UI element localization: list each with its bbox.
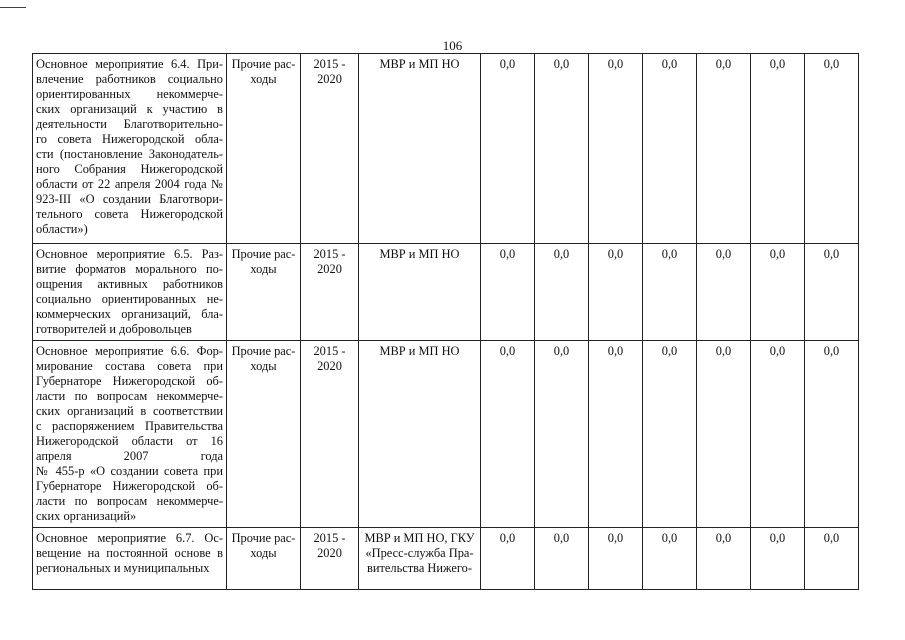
- text-line: 2015 -: [313, 247, 346, 261]
- text-line: Основное мероприятие 6.4. При-: [36, 57, 223, 71]
- text-line: тельного совета Нижегородской: [36, 207, 223, 221]
- text-line: 2020: [317, 262, 342, 276]
- text-line: деятельности Благотворительно-: [36, 117, 223, 131]
- years-cell: [301, 244, 359, 341]
- text-line: ориентированных некоммерче-: [36, 87, 223, 101]
- text-line: области от 22 апреля 2004 года №: [36, 177, 223, 191]
- table-row: [33, 341, 859, 528]
- text-line: витие форматов морального по-: [36, 262, 223, 276]
- text-line: ласти по вопросам некоммерче-: [36, 494, 223, 508]
- amount-cell: 0,0: [481, 341, 535, 528]
- text-line: ласти по вопросам некоммерче-: [36, 389, 223, 403]
- text-line: ских организаций в соответствии: [36, 404, 223, 418]
- amount-cell: 0,0: [805, 341, 859, 528]
- amount-cell: 0,0: [481, 54, 535, 244]
- text-line: МВР и МП НО: [379, 344, 460, 358]
- text-line: Основное мероприятие 6.6. Фор-: [36, 344, 223, 358]
- text-line: МВР и МП НО, ГКУ: [364, 531, 475, 545]
- amount-cell: 0,0: [751, 528, 805, 590]
- text-line: 2020: [317, 546, 342, 560]
- text-line: мирование состава совета при: [36, 359, 223, 373]
- amount-cell: 0,0: [535, 341, 589, 528]
- text-line: 2015 -: [313, 57, 346, 71]
- text-line: ходы: [250, 262, 277, 276]
- expense-type-cell: [227, 244, 301, 341]
- text-line: Основное мероприятие 6.7. Ос-: [36, 531, 223, 545]
- executor-cell: [359, 244, 481, 341]
- text-line: «Пресс-служба Пра-: [365, 546, 474, 560]
- activity-description-cell: [33, 244, 227, 341]
- table-body: [33, 54, 859, 590]
- executor-cell: [359, 528, 481, 590]
- amount-cell: 0,0: [697, 244, 751, 341]
- amount-cell: 0,0: [589, 244, 643, 341]
- text-line: апреля 2007 года: [36, 449, 223, 463]
- table-row: [33, 528, 859, 590]
- text-line: № 455-р «О создании совета при: [36, 464, 223, 478]
- text-line: ходы: [250, 359, 277, 373]
- text-line: Губернаторе Нижегородской об-: [36, 479, 223, 493]
- text-line: с распоряжением Правительства: [36, 419, 223, 433]
- text-line: вещение на постоянной основе в: [36, 546, 223, 560]
- text-line: Прочие рас-: [231, 57, 296, 71]
- text-line: 2020: [317, 359, 342, 373]
- executor-cell: [359, 54, 481, 244]
- amount-cell: 0,0: [643, 244, 697, 341]
- amount-cell: 0,0: [589, 528, 643, 590]
- amount-cell: 0,0: [643, 341, 697, 528]
- amount-cell: 0,0: [751, 341, 805, 528]
- amount-cell: 0,0: [535, 528, 589, 590]
- amount-cell: 0,0: [481, 528, 535, 590]
- text-line: 2015 -: [313, 531, 346, 545]
- amount-cell: 0,0: [535, 54, 589, 244]
- text-line: вительства Нижего-: [367, 561, 472, 575]
- amount-cell: 0,0: [697, 54, 751, 244]
- text-line: готворителей и добровольцев: [36, 322, 192, 336]
- table-row: [33, 244, 859, 341]
- amount-cell: 0,0: [805, 528, 859, 590]
- text-line: Прочие рас-: [231, 531, 296, 545]
- amount-cell: 0,0: [805, 54, 859, 244]
- expense-type-cell: [227, 341, 301, 528]
- text-line: Прочие рас-: [231, 344, 296, 358]
- text-line: 2015 -: [313, 344, 346, 358]
- amount-cell: 0,0: [481, 244, 535, 341]
- expense-type-cell: [227, 54, 301, 244]
- text-line: ских организаций»: [36, 509, 137, 523]
- amount-cell: 0,0: [589, 341, 643, 528]
- amount-cell: 0,0: [643, 54, 697, 244]
- text-line: Нижегородской области от 16: [36, 434, 223, 448]
- amount-cell: 0,0: [535, 244, 589, 341]
- years-cell: [301, 528, 359, 590]
- expense-type-cell: [227, 528, 301, 590]
- amount-cell: 0,0: [697, 528, 751, 590]
- text-line: МВР и МП НО: [379, 247, 460, 261]
- text-line: го совета Нижегородской обла-: [36, 132, 223, 146]
- text-line: ощрения активных работников: [36, 277, 223, 291]
- text-line: ских организаций к участию в: [36, 102, 223, 116]
- amount-cell: 0,0: [643, 528, 697, 590]
- executor-cell: [359, 341, 481, 528]
- text-line: ходы: [250, 546, 277, 560]
- amount-cell: 0,0: [751, 54, 805, 244]
- text-line: МВР и МП НО: [379, 57, 460, 71]
- amount-cell: 0,0: [589, 54, 643, 244]
- page-number: 106: [442, 38, 463, 53]
- scan-corner-mark: [0, 0, 26, 8]
- text-line: региональных и муниципальных: [36, 561, 210, 575]
- text-line: Прочие рас-: [231, 247, 296, 261]
- budget-table: [32, 53, 859, 590]
- text-line: коммерческих организаций, бла-: [36, 307, 223, 321]
- text-line: ного Собрания Нижегородской: [36, 162, 223, 176]
- text-line: Основное мероприятие 6.5. Раз-: [36, 247, 223, 261]
- activity-description-cell: [33, 528, 227, 590]
- text-line: Губернаторе Нижегородской об-: [36, 374, 223, 388]
- years-cell: [301, 341, 359, 528]
- years-cell: [301, 54, 359, 244]
- text-line: области»): [36, 222, 88, 236]
- text-line: 2020: [317, 72, 342, 86]
- activity-description-cell: [33, 341, 227, 528]
- text-line: сти (постановление Законодатель-: [36, 147, 223, 161]
- amount-cell: 0,0: [697, 341, 751, 528]
- text-line: ходы: [250, 72, 277, 86]
- text-line: 923-III «О создании Благотвори-: [36, 192, 223, 206]
- text-line: влечение работников социально: [36, 72, 223, 86]
- text-line: социально ориентированных не-: [36, 292, 223, 306]
- activity-description-cell: [33, 54, 227, 244]
- amount-cell: 0,0: [805, 244, 859, 341]
- amount-cell: 0,0: [751, 244, 805, 341]
- table-row: [33, 54, 859, 244]
